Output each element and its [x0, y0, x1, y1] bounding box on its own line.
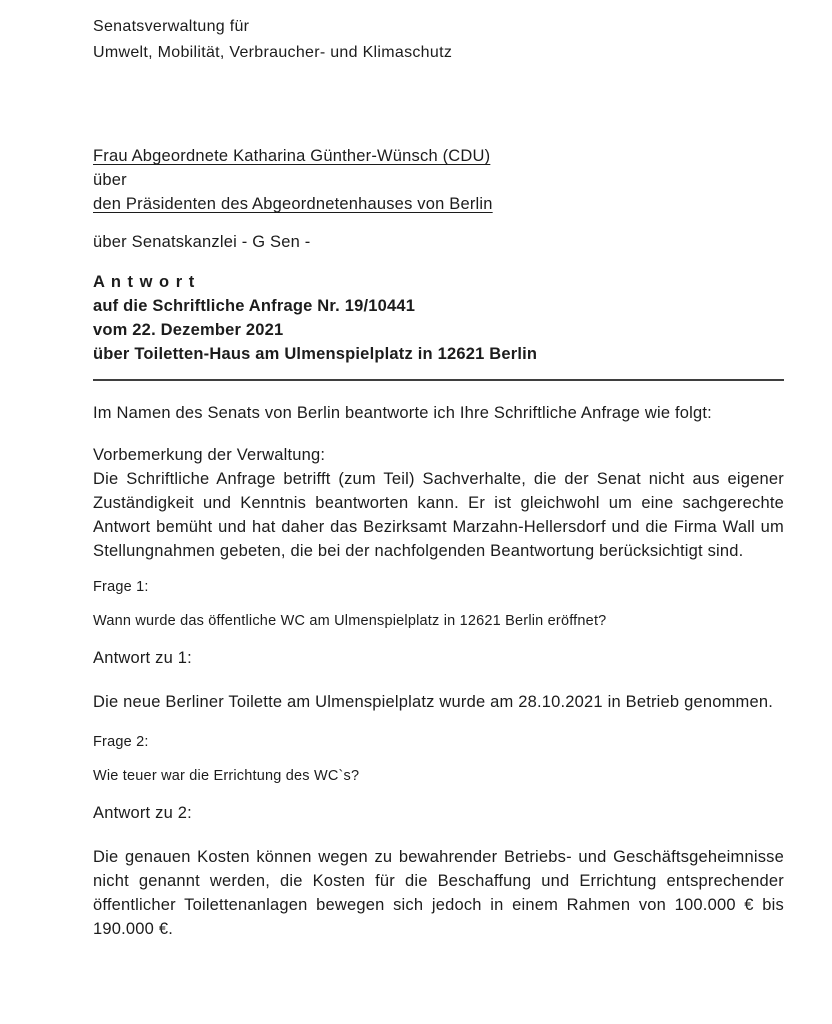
question-1-label: Frage 1: — [93, 579, 149, 595]
preliminary-block — [93, 443, 784, 563]
preliminary-heading: Vorbemerkung der Verwaltung: — [93, 446, 326, 464]
answer-1-text: Die neue Berliner Toilette am Ulmenspielplatz wurde am 28.10.2021 in Betrieb genommen. — [93, 693, 774, 711]
question-1-text: Wann wurde das öffentliche WC am Ulmenspielplatz in 12621 Berlin eröffnet? — [93, 613, 607, 629]
recipient-block — [93, 144, 784, 216]
recipient-president: den Präsidenten des Abgeordnetenhauses von Berlin — [93, 195, 493, 213]
qa-block-2 — [93, 731, 784, 941]
answer-2-text: Die genauen Kosten können wegen zu bewahrender Betriebs- und Geschäftsgeheimnisse nicht genannt werden, die Kosten für die Beschaffung und Errichtung entsprechender öffentlicher Toilettenanlagen bewegen sich jedoch in einem Rahmen von 100.000 € bis 190.000 €. — [93, 848, 784, 938]
recipient-name: Frau Abgeordnete Katharina Günther-Wünsch (CDU) — [93, 147, 491, 165]
sender-line-1: Senatsverwaltung für — [93, 18, 250, 35]
sender-block — [93, 14, 784, 66]
subject-reference: auf die Schriftliche Anfrage Nr. 19/10441 — [93, 297, 416, 315]
qa-block-1 — [93, 576, 784, 714]
recipient-via: über — [93, 171, 127, 189]
answer-1-label: Antwort zu 1: — [93, 649, 192, 667]
subject-block — [93, 270, 784, 366]
subject-answer-title: A n t w o r t — [93, 273, 196, 291]
answer-2-label: Antwort zu 2: — [93, 804, 192, 822]
question-2-text: Wie teuer war die Errichtung des WC`s? — [93, 768, 360, 784]
letter-content — [93, 0, 784, 941]
subject-date: vom 22. Dezember 2021 — [93, 321, 284, 339]
subject-topic: über Toiletten-Haus am Ulmenspielplatz in 12621 Berlin — [93, 345, 538, 363]
question-2-label: Frage 2: — [93, 734, 149, 750]
divider-rule — [93, 379, 784, 381]
sender-line-2: Umwelt, Mobilität, Verbraucher- und Klimaschutz — [93, 44, 453, 61]
recipient-channel: über Senatskanzlei - G Sen - — [93, 233, 311, 251]
preliminary-text: Die Schriftliche Anfrage betrifft (zum Teil) Sachverhalte, die der Senat nicht aus eigener Zuständigkeit und Kenntnis beantworten kann. Er ist gleichwohl um eine sachgerechte Antwort bemüht und hat daher das Bezirksamt Marzahn-Hellersdorf und die Firma Wall um Stellungnahmen gebeten, die bei der nachfolgenden Beantwortung berücksichtigt sind. — [93, 470, 784, 560]
intro-line: Im Namen des Senats von Berlin beantworte ich Ihre Schriftliche Anfrage wie folgt: — [93, 404, 712, 422]
